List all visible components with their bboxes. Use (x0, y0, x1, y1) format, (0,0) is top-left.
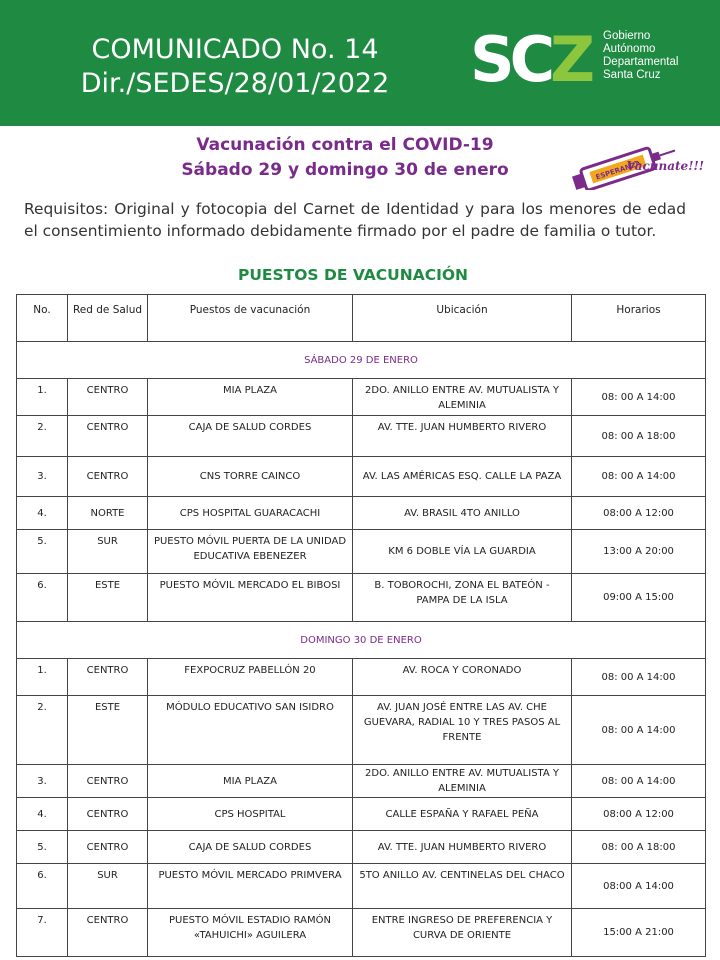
scz-letters: SCZ (470, 28, 591, 90)
cell-puesto: PUESTO MÓVIL ESTADIO RAMÓN «TAHUICHI» AGUILERA (148, 909, 353, 957)
cell-no: 2. (17, 416, 68, 457)
vaccination-table (16, 294, 706, 957)
day-label-saturday: SÁBADO 29 DE ENERO (17, 342, 706, 379)
cell-ubicacion: AV. JUAN JOSÉ ENTRE LAS AV. CHE GUEVARA, RADIAL 10 Y TRES PASOS AL FRENTE (353, 696, 572, 765)
cell-horario: 08: 00 A 18:00 (572, 416, 706, 457)
cell-ubicacion: AV. TTE. JUAN HUMBERTO RIVERO (353, 831, 572, 864)
cell-no: 1. (17, 379, 68, 416)
cell-puesto: MIA PLAZA (148, 379, 353, 416)
cell-ubicacion: ENTRE INGRESO DE PREFERENCIA Y CURVA DE ORIENTE (353, 909, 572, 957)
cell-puesto: PUESTO MÓVIL MERCADO PRIMVERA (148, 864, 353, 909)
cell-ubicacion: AV. LAS AMÉRICAS ESQ. CALLE LA PAZA (353, 457, 572, 497)
subtitle-line-2: Sábado 29 y domingo 30 de enero (181, 160, 509, 180)
cell-puesto: CPS HOSPITAL GUARACACHI (148, 497, 353, 530)
table-row (17, 530, 706, 574)
cell-horario: 08:00 A 12:00 (572, 497, 706, 530)
cell-no: 5. (17, 831, 68, 864)
cell-no: 4. (17, 497, 68, 530)
table-row (17, 798, 706, 831)
header-red: Red de Salud (68, 295, 148, 342)
communique-number: COMUNICADO No. 14 (91, 34, 379, 65)
cell-puesto: PUESTO MÓVIL PUERTA DE LA UNIDAD EDUCATIVA EBENEZER (148, 530, 353, 574)
cell-ubicacion: B. TOBOROCHI, ZONA EL BATEÓN - PAMPA DE LA ISLA (353, 574, 572, 622)
cell-ubicacion: AV. TTE. JUAN HUMBERTO RIVERO (353, 416, 572, 457)
header-puesto: Puestos de vacunación (148, 295, 353, 342)
cell-red: CENTRO (68, 909, 148, 957)
cell-ubicacion: CALLE ESPAÑA Y RAFAEL PEÑA (353, 798, 572, 831)
cell-puesto: CPS HOSPITAL (148, 798, 353, 831)
cell-red: CENTRO (68, 457, 148, 497)
cell-puesto: PUESTO MÓVIL MERCADO EL BIBOSI (148, 574, 353, 622)
cell-horario: 08:00 A 14:00 (572, 864, 706, 909)
cell-puesto: MIA PLAZA (148, 765, 353, 798)
cell-horario: 08: 00 A 14:00 (572, 457, 706, 497)
header-ubicacion: Ubicación (353, 295, 572, 342)
header-horarios: Horarios (572, 295, 706, 342)
cell-red: CENTRO (68, 379, 148, 416)
table-row (17, 696, 706, 765)
cell-no: 4. (17, 798, 68, 831)
table-row (17, 864, 706, 909)
cell-horario: 15:00 A 21:00 (572, 909, 706, 957)
communique-title (55, 33, 415, 101)
cell-no: 1. (17, 659, 68, 696)
cell-horario: 09:00 A 15:00 (572, 574, 706, 622)
cell-red: ESTE (68, 574, 148, 622)
section-title: PUESTOS DE VACUNACIÓN (237, 266, 469, 284)
cell-no: 6. (17, 574, 68, 622)
cell-no: 2. (17, 696, 68, 765)
scz-logo-mark (470, 28, 600, 90)
table-header-row (17, 295, 706, 342)
table-row (17, 379, 706, 416)
scz-logo-text: Gobierno Autónomo Departamental Santa Cruz (603, 30, 679, 81)
communique-reference: Dir./SEDES/28/01/2022 (80, 68, 390, 99)
badge-tagline: Vacunate!!! (626, 159, 704, 173)
cell-red: CENTRO (68, 765, 148, 798)
day-row-sunday (17, 622, 706, 659)
header-banner (0, 0, 720, 126)
cell-ubicacion: KM 6 DOBLE VÍA LA GUARDIA (353, 530, 572, 574)
table-row (17, 909, 706, 957)
cell-horario: 08:00 A 12:00 (572, 798, 706, 831)
cell-ubicacion: 2DO. ANILLO ENTRE AV. MUTUALISTA Y ALEMINIA (353, 765, 572, 798)
cell-puesto: CNS TORRE CAINCO (148, 457, 353, 497)
cell-puesto: CAJA DE SALUD CORDES (148, 831, 353, 864)
cell-no: 6. (17, 864, 68, 909)
cell-red: ESTE (68, 696, 148, 765)
day-row-saturday (17, 342, 706, 379)
table-row (17, 416, 706, 457)
cell-puesto: MÓDULO EDUCATIVO SAN ISIDRO (148, 696, 353, 765)
cell-puesto: FEXPOCRUZ PABELLÓN 20 (148, 659, 353, 696)
cell-ubicacion: 2DO. ANILLO ENTRE AV. MUTUALISTA Y ALEMINIA (353, 379, 572, 416)
cell-no: 3. (17, 457, 68, 497)
cell-red: SUR (68, 530, 148, 574)
cell-horario: 08: 00 A 14:00 (572, 379, 706, 416)
cell-no: 3. (17, 765, 68, 798)
campaign-subtitle (150, 133, 540, 183)
requirements-text: Requisitos: Original y fotocopia del Carnet de Identidad y para los menores de edad el consentimiento informado debidamente firmado por el padre de familia o tutor. (24, 200, 686, 240)
cell-no: 5. (17, 530, 68, 574)
header-no: No. (17, 295, 68, 342)
syringe-badge-icon (566, 130, 706, 190)
day-label-sunday: DOMINGO 30 DE ENERO (17, 622, 706, 659)
table-row (17, 574, 706, 622)
badge-label: ESPERANZA (594, 159, 642, 182)
table-row (17, 497, 706, 530)
cell-red: CENTRO (68, 659, 148, 696)
cell-horario: 08: 00 A 14:00 (572, 765, 706, 798)
cell-horario: 13:00 A 20:00 (572, 530, 706, 574)
cell-red: CENTRO (68, 831, 148, 864)
cell-ubicacion: 5TO ANILLO AV. CENTINELAS DEL CHACO (353, 864, 572, 909)
cell-no: 7. (17, 909, 68, 957)
cell-red: SUR (68, 864, 148, 909)
scz-logo (470, 28, 700, 90)
table-row (17, 457, 706, 497)
table-row (17, 831, 706, 864)
table-row (17, 659, 706, 696)
cell-red: CENTRO (68, 798, 148, 831)
table-row (17, 765, 706, 798)
cell-horario: 08: 00 A 18:00 (572, 831, 706, 864)
cell-horario: 08: 00 A 14:00 (572, 696, 706, 765)
cell-horario: 08: 00 A 14:00 (572, 659, 706, 696)
cell-ubicacion: AV. ROCA Y CORONADO (353, 659, 572, 696)
cell-red: CENTRO (68, 416, 148, 457)
subtitle-line-1: Vacunación contra el COVID-19 (196, 135, 494, 155)
cell-ubicacion: AV. BRASIL 4TO ANILLO (353, 497, 572, 530)
cell-red: NORTE (68, 497, 148, 530)
cell-puesto: CAJA DE SALUD CORDES (148, 416, 353, 457)
